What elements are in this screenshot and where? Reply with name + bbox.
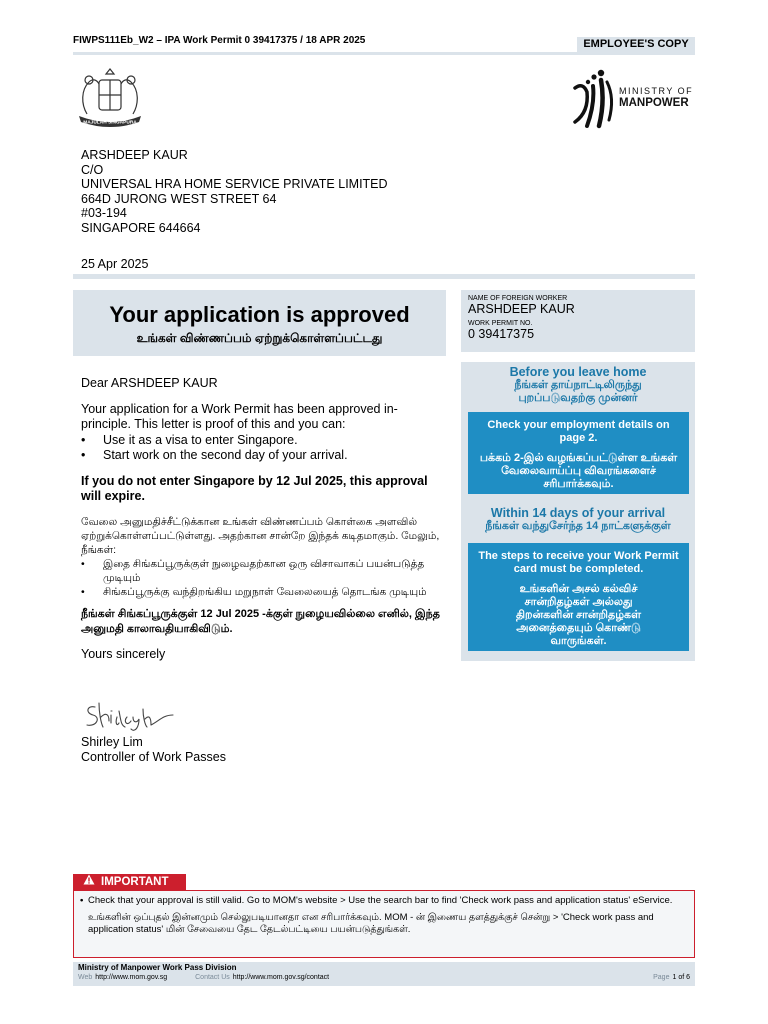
signatory-title: Controller of Work Passes <box>81 750 226 764</box>
top-divider <box>73 52 695 55</box>
web-link[interactable]: http://www.mom.gov.sg <box>95 974 168 981</box>
permit-number-label: WORK PERMIT NO. <box>468 320 533 327</box>
list-item <box>81 433 441 449</box>
approval-paragraph-tamil: வேலை அனுமதிச்சீட்டுக்கான உங்கள் விண்ணப்பம் கொள்கை அளவில் ஏற்றுக்கொள்ளப்பட்டுள்ளது. அதற்கான சான்றே இந்தக் கடிதமாகும். மேலும், நீங்கள்: <box>81 515 440 556</box>
address-line: 664D JURONG WEST STREET 64 <box>81 191 277 206</box>
signatory <box>81 735 226 765</box>
page-number: 1 of 6 <box>672 974 690 981</box>
bullet-text: இதை சிங்கப்பூருக்குள் நுழைவதற்கான ஒரு விசாவாகப் பயன்படுத்த முடியும் <box>103 557 425 584</box>
before-leave-ta-2: புறப்படுவதற்கு முன்னர் <box>518 392 638 404</box>
page-label: Page <box>653 974 670 981</box>
document-reference: FIWPS111Eb_W2 – IPA Work Permit 0 39417375 / 18 APR 2025 <box>73 35 366 46</box>
within-14-days-en: Within 14 days of your arrival <box>490 506 666 520</box>
worker-info-box <box>461 290 695 352</box>
important-text-ta: உங்களின் ஒப்புதல் இன்னமும் செல்லுபடியானதா என சரிபார்க்கவும். MOM - ன் இணைய தளத்துக்குச் சென்று > 'Check work pass and application status' மின் சேவையை தேட தேடல்பட்டியை பயன்படுத்துங்கள். <box>88 911 654 935</box>
approval-paragraph: Your application for a Work Permit has been approved in-principle. This letter is proof of this and you can: <box>81 401 398 431</box>
singapore-crest-icon <box>73 66 147 128</box>
worker-name: ARSHDEEP KAUR <box>468 302 575 316</box>
bullet: • <box>81 432 86 447</box>
within-14-days-heading <box>461 506 695 533</box>
bullet: • <box>81 585 85 598</box>
address-line: ARSHDEEP KAUR <box>81 148 188 162</box>
important-tab <box>73 874 186 890</box>
list-item <box>81 448 441 464</box>
bullet: • <box>81 557 85 570</box>
important-notice <box>73 890 695 958</box>
mid-divider <box>73 274 695 279</box>
copy-tag: EMPLOYEE'S COPY <box>577 37 695 52</box>
page-footer <box>73 962 695 986</box>
warning-icon <box>83 874 95 890</box>
important-text-en: Check that your approval is still valid. Go to MOM's website > Use the search bar to find 'Check work pass and application status' eService. <box>88 895 673 906</box>
before-leave-heading <box>461 365 695 405</box>
before-leave-ta-1: நீங்கள் தாய்நாட்டிலிருந்து <box>514 379 642 391</box>
employment-details-card <box>468 412 689 494</box>
signature-image <box>81 697 181 731</box>
salutation: Dear ARSHDEEP KAUR <box>81 376 218 390</box>
before-leave-en: Before you leave home <box>509 365 647 379</box>
bullet-text: Use it as a visa to enter Singapore. <box>103 432 298 447</box>
contact-link[interactable]: http://www.mom.gov.sg/contact <box>232 974 330 981</box>
contact-label: Contact Us <box>195 974 230 981</box>
within-14-days-ta: நீங்கள் வந்துசேர்ந்த 14 நாட்களுக்குள் <box>485 520 671 532</box>
closing: Yours sincerely <box>81 646 166 661</box>
address-line: SINGAPORE 644664 <box>81 220 201 235</box>
bullet: • <box>81 448 86 462</box>
approval-banner <box>73 290 446 356</box>
bullet-text: Start work on the second day of your arrival. <box>103 448 348 462</box>
address-line: UNIVERSAL HRA HOME SERVICE PRIVATE LIMITED <box>81 177 388 191</box>
work-permit-steps-ta: உங்களின் அசல் கல்விச் சான்றிதழ்கள் அல்லது திறன்களின் சான்றிதழ்கள் அனைத்தையும் கொண்டு வாருங்கள். <box>515 583 642 647</box>
letter-body <box>81 376 441 672</box>
signatory-name: Shirley Lim <box>81 735 143 749</box>
employment-details-ta: பக்கம் 2-இல் வழங்கப்பட்டுள்ள உங்கள் வேலைவாய்ப்பு விவரங்களைச் சரிபார்க்கவும். <box>479 452 678 490</box>
footer-links <box>78 974 690 981</box>
instructions-panel <box>461 362 695 661</box>
bullet-text: சிங்கப்பூருக்கு வந்திறங்கிய மறுநாள் வேலையைத் தொடங்க முடியும் <box>103 585 427 598</box>
recipient-address <box>81 148 388 235</box>
worker-name-label: NAME OF FOREIGN WORKER <box>468 295 568 302</box>
address-line: C/O <box>81 162 104 177</box>
expiry-notice-tamil: நீங்கள் சிங்கப்பூருக்குள் 12 Jul 2025 -க்குள் நுழையவில்லை எனில், இந்த அனுமதி காலாவதியாகிவிடும். <box>81 607 440 635</box>
bullet: • <box>80 895 84 906</box>
work-permit-steps-card <box>468 543 689 651</box>
employment-details-en: Check your employment details on page 2. <box>487 419 670 444</box>
crest-motto: MAJULAH SINGAPURA <box>83 120 137 126</box>
approval-title-tamil: உங்கள் விண்ணப்பம் ஏற்றுக்கொள்ளப்பட்டது <box>136 331 383 345</box>
list-item <box>81 557 441 585</box>
ministry-line2: MANPOWER <box>619 97 689 109</box>
mom-logo-icon <box>565 68 697 130</box>
work-permit-steps-en: The steps to receive your Work Permit card must be completed. <box>478 550 679 575</box>
ministry-line1: MINISTRY OF <box>619 86 694 96</box>
web-label: Web <box>78 974 93 981</box>
important-label: IMPORTANT <box>101 876 169 888</box>
permit-number: 0 39417375 <box>468 327 535 341</box>
expiry-notice: If you do not enter Singapore by 12 Jul 2025, this approval will expire. <box>81 473 428 503</box>
letter-date: 25 Apr 2025 <box>81 257 149 271</box>
address-line: #03-194 <box>81 206 127 220</box>
approval-title: Your application is approved <box>109 302 410 327</box>
footer-division: Ministry of Manpower Work Pass Division <box>78 963 237 972</box>
list-item <box>81 585 441 599</box>
important-item <box>80 895 688 908</box>
